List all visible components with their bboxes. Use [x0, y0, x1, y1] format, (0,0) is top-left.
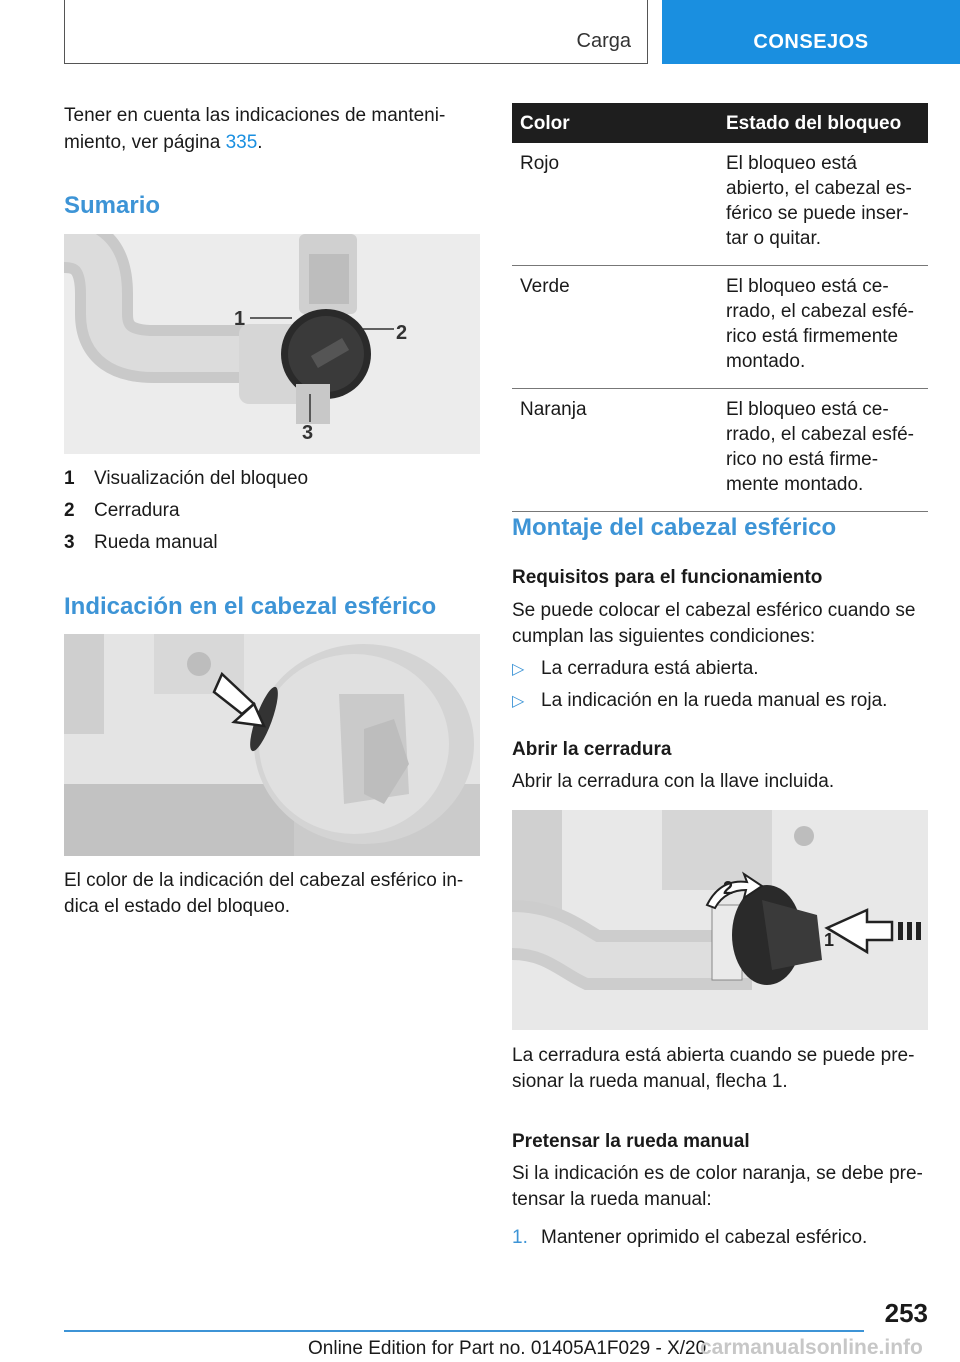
table-cell-state	[718, 266, 928, 389]
lock-status-table	[512, 103, 928, 512]
fig3-callout-1: 1	[824, 930, 835, 950]
state-line: rico está firmemente	[726, 326, 899, 347]
legend-label-3: Rueda manual	[94, 532, 218, 553]
step-text: Mantener oprimido el cabezal esférico.	[541, 1227, 868, 1248]
page-link-335[interactable]: 335	[225, 132, 258, 153]
heading-montaje: Montaje del cabezal esférico	[512, 514, 837, 541]
header-section-title: Carga	[576, 30, 631, 52]
state-line: El bloqueo está	[726, 153, 857, 174]
legend-item-2	[64, 498, 364, 523]
state-line: tar o quitar.	[726, 228, 822, 249]
legend-num-1: 1	[64, 468, 75, 489]
state-line: montado.	[726, 351, 806, 372]
triangle-bullet-icon: ▷	[512, 693, 525, 710]
legend-num-3: 3	[64, 532, 75, 553]
table-header-state: Estado del bloqueo	[718, 103, 928, 143]
legend-num-2: 2	[64, 500, 75, 521]
para-color-line-1: El color de la indicación del cabezal esférico in-	[64, 870, 464, 891]
abierta-line-1: La cerradura está abierta cuando se puede pre-	[512, 1045, 915, 1066]
fig3-callout-2: 2	[723, 878, 734, 898]
state-line: rrado, el cabezal esfé-	[726, 424, 914, 445]
table-cell-state	[718, 389, 928, 512]
intro-line-2-end: .	[257, 132, 263, 153]
table-row	[512, 143, 928, 266]
table-cell-state	[718, 143, 928, 266]
header-section-box	[64, 0, 648, 64]
table-row	[512, 389, 928, 512]
figure-unlock-wheel	[512, 810, 928, 1030]
heading-pretensar: Pretensar la rueda manual	[512, 1131, 750, 1152]
bullet-item	[512, 688, 888, 714]
footer-rule	[64, 1330, 864, 1332]
abrir-text: Abrir la cerradura con la llave incluida.	[512, 771, 835, 792]
header-tab-consejos[interactable]	[662, 0, 960, 64]
legend-item-1	[64, 466, 364, 491]
state-line: abierto, el cabezal es-	[726, 178, 912, 199]
intro-line-2	[64, 130, 263, 155]
fig1-callout-2: 2	[396, 322, 408, 344]
legend-label-1: Visualización del bloqueo	[94, 468, 309, 489]
footer-edition: Online Edition for Part no. 01405A1F029 - X/20	[308, 1338, 707, 1359]
step-item-1	[512, 1225, 868, 1250]
page-number: 253	[884, 1298, 928, 1328]
legend-item-3	[64, 530, 364, 555]
figure-indicator-drawing	[64, 634, 480, 856]
intro-line-1: Tener en cuenta las indicaciones de manteni-	[64, 105, 446, 126]
triangle-bullet-icon: ▷	[512, 661, 525, 678]
heading-abrir: Abrir la cerradura	[512, 739, 672, 760]
figure-indicator-closeup	[64, 634, 480, 856]
heading-requisitos: Requisitos para el funcionamiento	[512, 567, 823, 588]
state-line: rrado, el cabezal esfé-	[726, 301, 914, 322]
table-cell-color: Naranja	[512, 389, 718, 512]
header-tab-label: CONSEJOS	[753, 31, 869, 53]
bullet-text: La cerradura está abierta.	[541, 658, 759, 679]
pre-line-2: tensar la rueda manual:	[512, 1189, 712, 1210]
step-number: 1.	[512, 1227, 528, 1248]
table-cell-color: Verde	[512, 266, 718, 389]
table-header-row	[512, 103, 928, 143]
fig1-callout-1: 1	[234, 308, 246, 330]
para-color-line-2: dica el estado del bloqueo.	[64, 896, 291, 917]
pre-line-1: Si la indicación es de color naranja, se debe pre-	[512, 1163, 923, 1184]
table-header-color: Color	[512, 103, 718, 143]
bullet-item	[512, 656, 759, 682]
fig1-callout-3: 3	[302, 422, 314, 444]
figure-hitch-overview	[64, 234, 480, 454]
state-line: El bloqueo está ce-	[726, 399, 889, 420]
footer-watermark: carmanualsonline.info	[700, 1336, 923, 1359]
heading-indicacion: Indicación en el cabezal esférico	[64, 593, 437, 620]
table-row	[512, 266, 928, 389]
state-line: El bloqueo está ce-	[726, 276, 889, 297]
figure-unlock-drawing	[512, 810, 928, 1030]
heading-sumario: Sumario	[64, 192, 161, 219]
state-line: rico no está firme-	[726, 449, 879, 470]
intro-line-2-text: miento, ver página	[64, 132, 226, 153]
fig1-callout-lines	[64, 234, 480, 454]
state-line: mente montado.	[726, 474, 864, 495]
state-line: férico se puede inser-	[726, 203, 909, 224]
req-line-2: cumplan las siguientes condiciones:	[512, 626, 816, 647]
bullet-text: La indicación en la rueda manual es roja.	[541, 690, 888, 711]
abierta-line-2: sionar la rueda manual, flecha 1.	[512, 1071, 788, 1092]
req-line-1: Se puede colocar el cabezal esférico cuando se	[512, 600, 916, 621]
legend-label-2: Cerradura	[94, 500, 180, 521]
table-cell-color: Rojo	[512, 143, 718, 266]
